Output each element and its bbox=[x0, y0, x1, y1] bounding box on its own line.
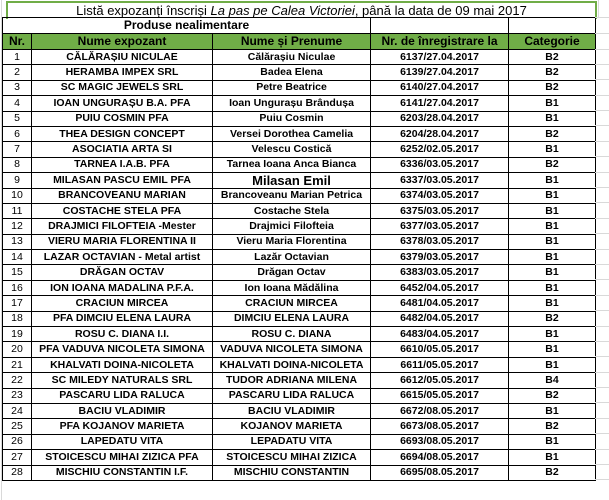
table-row bbox=[3, 96, 596, 111]
cell-persoana: MISCHIU CONSTANTIN bbox=[213, 465, 371, 480]
table-row bbox=[3, 342, 596, 357]
table-row bbox=[3, 234, 596, 249]
cell-inregistrare: 6139/27.04.2017 bbox=[371, 65, 509, 80]
cell-persoana: Milasan Emil bbox=[213, 173, 371, 188]
cell-nr: 8 bbox=[3, 157, 32, 172]
cell-categorie: B1 bbox=[509, 357, 596, 372]
cell-nr: 25 bbox=[3, 419, 32, 434]
cell-categorie: B4 bbox=[509, 373, 596, 388]
table-row bbox=[3, 388, 596, 403]
table-row bbox=[3, 126, 596, 141]
cell-persoana: CRACIUN MIRCEA bbox=[213, 296, 371, 311]
cell-categorie: B1 bbox=[509, 142, 596, 157]
gridline-tick bbox=[595, 233, 609, 234]
cell-expozant: ION IOANA MADALINA P.F.A. bbox=[32, 280, 213, 295]
cell-inregistrare: 6452/04.05.2017 bbox=[371, 280, 509, 295]
gridline-tick bbox=[595, 33, 609, 34]
cell-nr: 14 bbox=[3, 250, 32, 265]
cell-categorie: B1 bbox=[509, 219, 596, 234]
cell-nr: 17 bbox=[3, 296, 32, 311]
cell-expozant: KHALVATI DOINA-NICOLETA bbox=[32, 357, 213, 372]
gridline-tick bbox=[595, 326, 609, 327]
cell-expozant: PFA DIMCIU ELENA LAURA bbox=[32, 311, 213, 326]
cell-persoana: Versei Dorothea Camelia bbox=[213, 126, 371, 141]
gridline-tick bbox=[595, 95, 609, 96]
table-row bbox=[3, 65, 596, 80]
table-row bbox=[3, 450, 596, 465]
table-row bbox=[3, 173, 596, 188]
gridline-tick bbox=[595, 187, 609, 188]
cell-categorie: B1 bbox=[509, 265, 596, 280]
cell-expozant: MILASAN PASCU EMIL PFA bbox=[32, 173, 213, 188]
cell-expozant: STOICESCU MIHAI ZIZICA PFA bbox=[32, 450, 213, 465]
cell-expozant: VIERU MARIA FLORENTINA II bbox=[32, 234, 213, 249]
cell-nr: 10 bbox=[3, 188, 32, 203]
table-row bbox=[3, 111, 596, 126]
cell-persoana: TUDOR ADRIANA MILENA bbox=[213, 373, 371, 388]
gridline-tick bbox=[595, 387, 609, 388]
cell-nr: 28 bbox=[3, 465, 32, 480]
cell-expozant: TARNEA I.A.B. PFA bbox=[32, 157, 213, 172]
gridline-tick bbox=[595, 479, 609, 480]
gridline-tick bbox=[595, 295, 609, 296]
cell-categorie: B1 bbox=[509, 296, 596, 311]
table-row bbox=[3, 311, 596, 326]
header-nr-inregistrare: Nr. de înregistrare la bbox=[371, 34, 509, 50]
gridline-tick bbox=[595, 341, 609, 342]
gridline-tick bbox=[595, 402, 609, 403]
cell-inregistrare: 6612/05.05.2017 bbox=[371, 373, 509, 388]
cell-inregistrare: 6695/08.05.2017 bbox=[371, 465, 509, 480]
cell-expozant: LAZAR OCTAVIAN - Metal artist bbox=[32, 250, 213, 265]
cell-expozant: BACIU VLADIMIR bbox=[32, 403, 213, 418]
gridline-tick bbox=[595, 172, 609, 173]
cell-inregistrare: 6693/08.05.2017 bbox=[371, 434, 509, 449]
cell-categorie: B1 bbox=[509, 250, 596, 265]
cell-inregistrare: 6378/03.05.2017 bbox=[371, 234, 509, 249]
cell-nr: 5 bbox=[3, 111, 32, 126]
table-row bbox=[3, 419, 596, 434]
cell-categorie: B1 bbox=[509, 280, 596, 295]
table-row bbox=[3, 327, 596, 342]
cell-categorie: B1 bbox=[509, 96, 596, 111]
cell-categorie: B1 bbox=[509, 203, 596, 218]
cell-categorie: B1 bbox=[509, 173, 596, 188]
cell-persoana: Puiu Cosmin bbox=[213, 111, 371, 126]
cell-categorie: B2 bbox=[509, 80, 596, 95]
cell-nr: 6 bbox=[3, 126, 32, 141]
gridline-tick bbox=[595, 141, 609, 142]
gridline-tick bbox=[595, 125, 609, 126]
cell-persoana: Vieru Maria Florentina bbox=[213, 234, 371, 249]
cell-expozant: DRĂGAN OCTAV bbox=[32, 265, 213, 280]
title-suffix: , până la data de 09 mai 2017 bbox=[354, 3, 527, 18]
table-row bbox=[3, 434, 596, 449]
cell-categorie: B1 bbox=[509, 342, 596, 357]
cell-categorie: B2 bbox=[509, 157, 596, 172]
section-empty-cell bbox=[371, 18, 509, 34]
cell-nr: 18 bbox=[3, 311, 32, 326]
cell-persoana: Lazăr Octavian bbox=[213, 250, 371, 265]
cell-inregistrare: 6615/05.05.2017 bbox=[371, 388, 509, 403]
gridline-tick bbox=[595, 202, 609, 203]
gridline-tick bbox=[595, 356, 609, 357]
cell-nr: 22 bbox=[3, 373, 32, 388]
cell-persoana: Petre Beatrice bbox=[213, 80, 371, 95]
table-row bbox=[3, 203, 596, 218]
cell-expozant: BRANCOVEANU MARIAN bbox=[32, 188, 213, 203]
cell-inregistrare: 6672/08.05.2017 bbox=[371, 403, 509, 418]
cell-expozant: PUIU COSMIN PFA bbox=[32, 111, 213, 126]
cell-inregistrare: 6337/03.05.2017 bbox=[371, 173, 509, 188]
cell-persoana: ROSU C. DIANA bbox=[213, 327, 371, 342]
cell-expozant: THEA DESIGN CONCEPT bbox=[32, 126, 213, 141]
section-empty-cell bbox=[509, 18, 596, 34]
cell-nr: 1 bbox=[3, 50, 32, 65]
table-row bbox=[3, 142, 596, 157]
cell-nr: 27 bbox=[3, 450, 32, 465]
cell-persoana: KOJANOV MARIETA bbox=[213, 419, 371, 434]
cell-persoana: Badea Elena bbox=[213, 65, 371, 80]
cell-categorie: B1 bbox=[509, 111, 596, 126]
cell-nr: 2 bbox=[3, 65, 32, 80]
table-row bbox=[3, 465, 596, 480]
cell-categorie: B2 bbox=[509, 65, 596, 80]
cell-expozant: COSTACHE STELA PFA bbox=[32, 203, 213, 218]
cell-nr: 7 bbox=[3, 142, 32, 157]
cell-nr: 4 bbox=[3, 96, 32, 111]
table-row bbox=[3, 280, 596, 295]
cell-categorie: B2 bbox=[509, 388, 596, 403]
cell-nr: 26 bbox=[3, 434, 32, 449]
gridline-tick bbox=[595, 218, 609, 219]
cell-categorie: B2 bbox=[509, 50, 596, 65]
cell-persoana: Tarnea Ioana Anca Bianca bbox=[213, 157, 371, 172]
cell-persoana: Drajmici Filofteia bbox=[213, 219, 371, 234]
cell-inregistrare: 6611/05.05.2017 bbox=[371, 357, 509, 372]
cell-expozant: LAPEDATU VITA bbox=[32, 434, 213, 449]
table-row bbox=[3, 357, 596, 372]
gridline-tick bbox=[595, 156, 609, 157]
cell-persoana: STOICESCU MIHAI ZIZICA bbox=[213, 450, 371, 465]
cell-categorie: B1 bbox=[509, 234, 596, 249]
cell-expozant: PFA KOJANOV MARIETA bbox=[32, 419, 213, 434]
cell-inregistrare: 6673/08.05.2017 bbox=[371, 419, 509, 434]
cell-expozant: CĂLĂRAȘIU NICULAE bbox=[32, 50, 213, 65]
cell-inregistrare: 6374/03.05.2017 bbox=[371, 188, 509, 203]
cell-nr: 15 bbox=[3, 265, 32, 280]
cell-persoana: Ion Ioana Mădălina bbox=[213, 280, 371, 295]
cell-persoana: DIMCIU ELENA LAURA bbox=[213, 311, 371, 326]
section-label: Produse nealimentare bbox=[3, 18, 371, 34]
cell-expozant: ROSU C. DIANA I.I. bbox=[32, 327, 213, 342]
cell-inregistrare: 6140/27.04.2017 bbox=[371, 80, 509, 95]
cell-expozant: DRAJMICI FILOFTEIA -Mester bbox=[32, 219, 213, 234]
cell-inregistrare: 6481/04.05.2017 bbox=[371, 296, 509, 311]
gridline-tick bbox=[595, 449, 609, 450]
cell-expozant: ASOCIATIA ARTA SI bbox=[32, 142, 213, 157]
cell-persoana: PASCARU LIDA RALUCA bbox=[213, 388, 371, 403]
cell-inregistrare: 6482/04.05.2017 bbox=[371, 311, 509, 326]
gridline-tick bbox=[595, 49, 609, 50]
cell-categorie: B2 bbox=[509, 126, 596, 141]
cell-inregistrare: 6483/04.05.2017 bbox=[371, 327, 509, 342]
table-row bbox=[3, 219, 596, 234]
cell-persoana: Drăgan Octav bbox=[213, 265, 371, 280]
cell-expozant: MISCHIU CONSTANTIN I.F. bbox=[32, 465, 213, 480]
table-row bbox=[3, 265, 596, 280]
cell-inregistrare: 6336/03.05.2017 bbox=[371, 157, 509, 172]
cell-expozant: SC MAGIC JEWELS SRL bbox=[32, 80, 213, 95]
cell-inregistrare: 6377/03.05.2017 bbox=[371, 219, 509, 234]
gridline-tick bbox=[595, 264, 609, 265]
table-row bbox=[3, 296, 596, 311]
cell-inregistrare: 6379/03.05.2017 bbox=[371, 250, 509, 265]
cell-inregistrare: 6383/03.05.2017 bbox=[371, 265, 509, 280]
header-nr: Nr. bbox=[3, 34, 32, 50]
section-row bbox=[3, 18, 596, 34]
table-row bbox=[3, 403, 596, 418]
cell-categorie: B2 bbox=[509, 465, 596, 480]
cell-persoana: LEPADATU VITA bbox=[213, 434, 371, 449]
cell-persoana: KHALVATI DOINA-NICOLETA bbox=[213, 357, 371, 372]
gridline-right-top bbox=[598, 0, 599, 17]
table-row bbox=[3, 188, 596, 203]
cell-nr: 24 bbox=[3, 403, 32, 418]
gridline-tick bbox=[595, 433, 609, 434]
cell-nr: 16 bbox=[3, 280, 32, 295]
cell-inregistrare: 6204/28.04.2017 bbox=[371, 126, 509, 141]
cell-persoana: Velescu Costică bbox=[213, 142, 371, 157]
gridline-tick bbox=[595, 372, 609, 373]
header-nume-expozant: Nume expozant bbox=[32, 34, 213, 50]
cell-categorie: B1 bbox=[509, 403, 596, 418]
cell-nr: 20 bbox=[3, 342, 32, 357]
gridline-tick bbox=[595, 64, 609, 65]
cell-expozant: PASCARU LIDA RALUCA bbox=[32, 388, 213, 403]
cell-persoana: VADUVA NICOLETA SIMONA bbox=[213, 342, 371, 357]
gridline-tick bbox=[595, 17, 609, 18]
gridline-tick bbox=[595, 464, 609, 465]
gridline-tick bbox=[595, 249, 609, 250]
cell-nr: 9 bbox=[3, 173, 32, 188]
table-row bbox=[3, 80, 596, 95]
title-prefix: Listă expozanți înscriși bbox=[76, 3, 211, 18]
table-row bbox=[3, 50, 596, 65]
cell-persoana: Călărașiu Niculae bbox=[213, 50, 371, 65]
cell-persoana: BACIU VLADIMIR bbox=[213, 403, 371, 418]
cell-categorie: B2 bbox=[509, 311, 596, 326]
cell-expozant: SC MILEDY NATURALS SRL bbox=[32, 373, 213, 388]
gridline-tick bbox=[595, 110, 609, 111]
cell-categorie: B1 bbox=[509, 327, 596, 342]
cell-persoana: Ioan Ungurașu Brândușa bbox=[213, 96, 371, 111]
cell-categorie: B1 bbox=[509, 188, 596, 203]
table-header-row bbox=[3, 34, 596, 50]
exhibitor-table bbox=[2, 17, 596, 481]
gridline-tick bbox=[595, 79, 609, 80]
cell-nr: 12 bbox=[3, 219, 32, 234]
cell-nr: 21 bbox=[3, 357, 32, 372]
cell-persoana: Brancoveanu Marian Petrica bbox=[213, 188, 371, 203]
cell-persoana: Costache Stela bbox=[213, 203, 371, 218]
cell-categorie: B1 bbox=[509, 434, 596, 449]
header-categorie: Categorie bbox=[509, 34, 596, 50]
cell-expozant: IOAN UNGURAȘU B.A. PFA bbox=[32, 96, 213, 111]
table-row bbox=[3, 373, 596, 388]
cell-expozant: CRACIUN MIRCEA bbox=[32, 296, 213, 311]
gridline-tick bbox=[595, 279, 609, 280]
gridline-tick bbox=[595, 418, 609, 419]
cell-inregistrare: 6203/28.04.2017 bbox=[371, 111, 509, 126]
header-nume-prenume: Nume și Prenume bbox=[213, 34, 371, 50]
cell-nr: 23 bbox=[3, 388, 32, 403]
cell-nr: 3 bbox=[3, 80, 32, 95]
table-row bbox=[3, 250, 596, 265]
cell-inregistrare: 6375/03.05.2017 bbox=[371, 203, 509, 218]
cell-expozant: HERAMBA IMPEX SRL bbox=[32, 65, 213, 80]
cell-nr: 19 bbox=[3, 327, 32, 342]
cell-categorie: B2 bbox=[509, 419, 596, 434]
title-event-name: La pas pe Calea Victoriei bbox=[210, 3, 355, 18]
cell-expozant: PFA VADUVA NICOLETA SIMONA bbox=[32, 342, 213, 357]
cell-inregistrare: 6252/02.05.2017 bbox=[371, 142, 509, 157]
table-row bbox=[3, 157, 596, 172]
cell-nr: 13 bbox=[3, 234, 32, 249]
cell-inregistrare: 6610/05.05.2017 bbox=[371, 342, 509, 357]
gridline-tick bbox=[595, 310, 609, 311]
cell-inregistrare: 6141/27.04.2017 bbox=[371, 96, 509, 111]
cell-nr: 11 bbox=[3, 203, 32, 218]
cell-inregistrare: 6694/08.05.2017 bbox=[371, 450, 509, 465]
cell-inregistrare: 6137/27.04.2017 bbox=[371, 50, 509, 65]
cell-categorie: B1 bbox=[509, 450, 596, 465]
